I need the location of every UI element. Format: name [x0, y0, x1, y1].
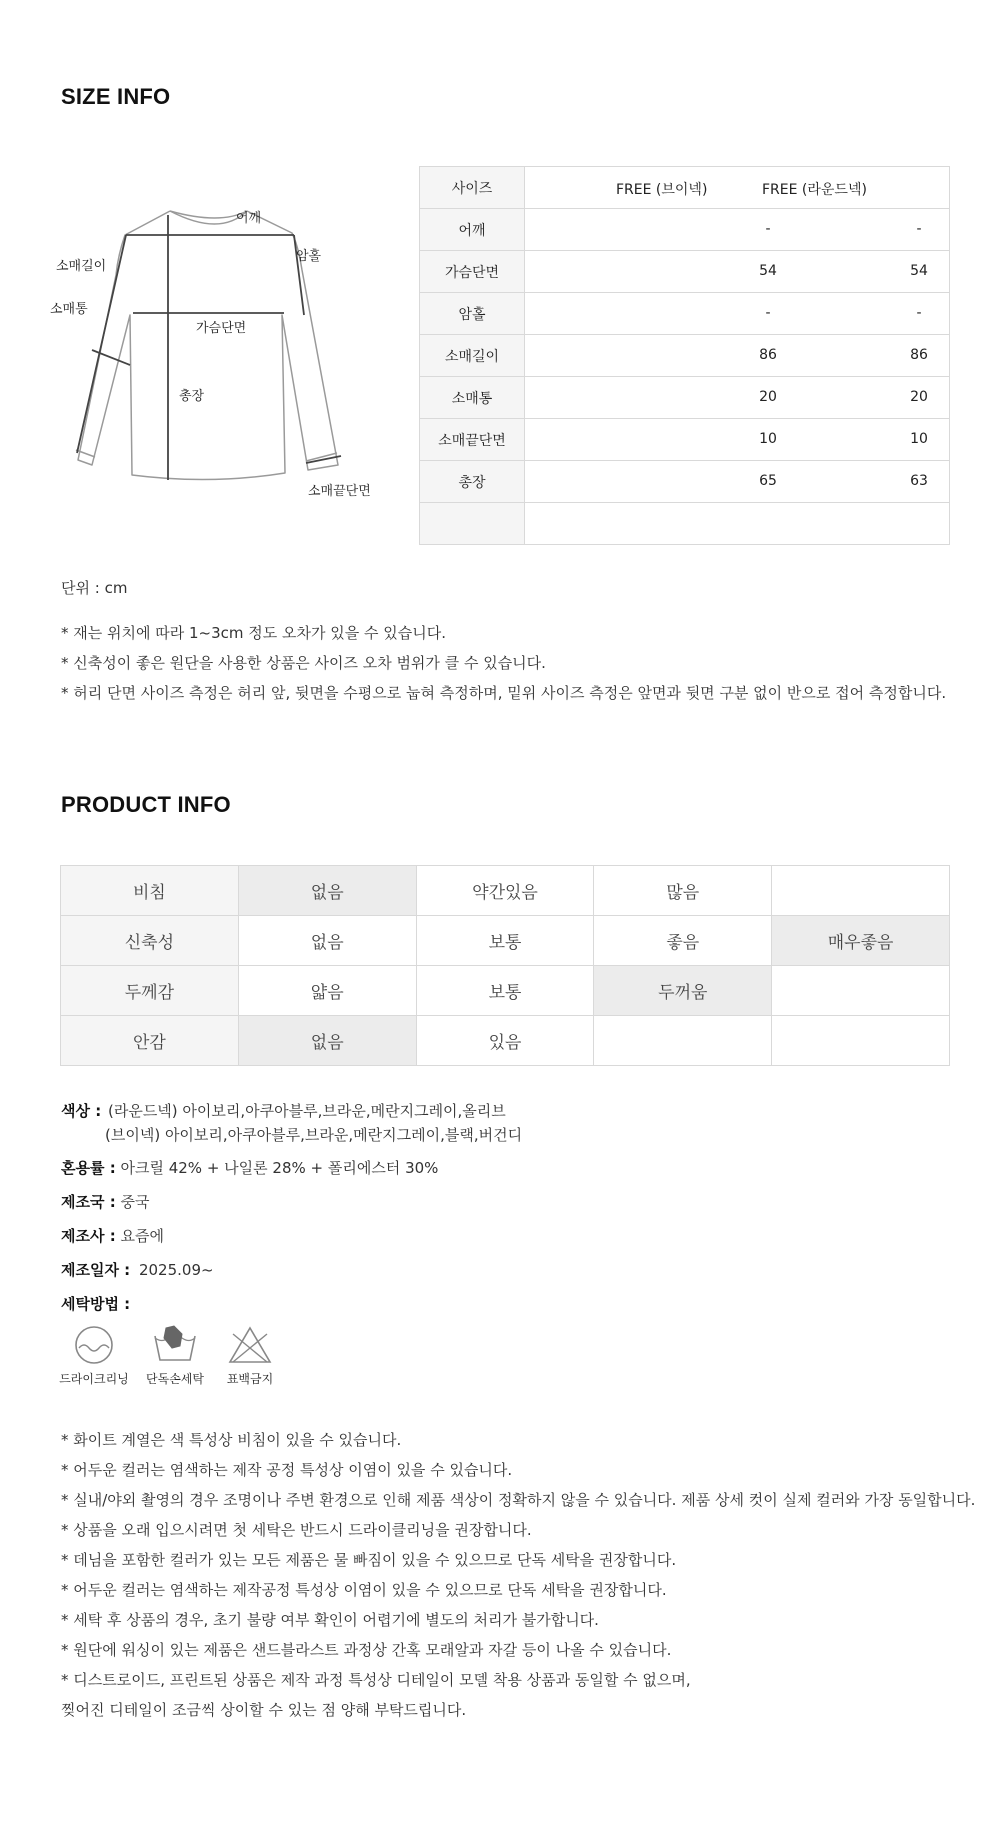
size-table-header-cell: 사이즈 [420, 167, 525, 209]
product-cell [772, 1016, 950, 1066]
diagram-label-shoulder: 어깨 [236, 211, 262, 226]
product-note: * 상품을 오래 입으시려면 첫 세탁은 반드시 드라이클리닝을 권장합니다. [61, 1521, 532, 1539]
dry-clean-icon [72, 1324, 116, 1366]
size-value: 63 [910, 473, 928, 489]
color-value-v: (브이넥) 아이보리,아쿠아블루,브라운,메란지그레이,블랙,버건디 [105, 1126, 523, 1144]
size-value: 10 [759, 431, 777, 447]
product-cell: 많음 [594, 866, 772, 916]
color-label: 색상 : [61, 1102, 102, 1120]
size-value: 54 [759, 263, 777, 279]
size-note: * 허리 단면 사이즈 측정은 허리 앞, 뒷면을 수평으로 눕혀 측정하며, 밑위 사이즈 측정은 앞면과 뒷면 구분 없이 반으로 접어 측정합니다. [61, 684, 947, 702]
size-row-values [525, 251, 950, 293]
maker-info [61, 1225, 164, 1246]
size-note: * 재는 위치에 따라 1~3cm 정도 오차가 있을 수 있습니다. [61, 624, 447, 642]
material-info [61, 1157, 438, 1178]
size-row-label: 소매통 [420, 377, 525, 419]
product-info-title: PRODUCT INFO [61, 792, 231, 817]
size-row-values [525, 419, 950, 461]
product-row-label: 비침 [61, 866, 239, 916]
color-info [61, 1100, 506, 1121]
product-cell [772, 866, 950, 916]
product-cell [772, 966, 950, 1016]
product-note: * 어두운 컬러는 염색하는 제작 공정 특성상 이염이 있을 수 있습니다. [61, 1461, 513, 1479]
size-note: * 신축성이 좋은 원단을 사용한 상품은 사이즈 오차 범위가 클 수 있습니다. [61, 654, 546, 672]
product-note: * 디스트로이드, 프린트된 상품은 제작 과정 특성상 디테일이 모델 착용 상품과 동일할 수 없으며, [61, 1671, 691, 1689]
product-row-label: 안감 [61, 1016, 239, 1066]
size-table [419, 166, 950, 545]
size-row-label [420, 503, 525, 545]
material-value: 아크릴 42% + 나일론 28% + 폴리에스터 30% [120, 1159, 439, 1177]
size-column-v-neck: FREE (브이넥) [616, 182, 708, 198]
size-row-values [525, 209, 950, 251]
product-cell: 좋음 [594, 916, 772, 966]
size-table-row [420, 335, 950, 377]
product-row-sheerness [61, 866, 950, 916]
color-info-line2 [105, 1124, 522, 1145]
wash-info [61, 1293, 130, 1314]
product-row-label: 신축성 [61, 916, 239, 966]
material-label: 혼용률 : [61, 1159, 116, 1177]
care-label: 표백금지 [226, 1372, 274, 1386]
no-bleach-icon [227, 1324, 273, 1366]
sweater-diagram-icon [40, 195, 390, 515]
product-cell: 보통 [416, 916, 594, 966]
product-cell: 보통 [416, 966, 594, 1016]
hand-wash-icon [152, 1324, 198, 1366]
size-unit: 단위 : cm [61, 579, 128, 597]
size-value: 86 [910, 347, 928, 363]
size-row-label: 소매길이 [420, 335, 525, 377]
size-row-label: 어깨 [420, 209, 525, 251]
size-row-label: 가슴단면 [420, 251, 525, 293]
size-value: - [916, 305, 922, 321]
product-row-label: 두께감 [61, 966, 239, 1016]
product-note: * 세탁 후 상품의 경우, 초기 불량 여부 확인이 어렵기에 별도의 처리가 불가합니다. [61, 1611, 599, 1629]
date-info [61, 1259, 214, 1280]
size-row-label: 총장 [420, 461, 525, 503]
size-value: 10 [910, 431, 928, 447]
size-value: 65 [759, 473, 777, 489]
care-item-hand-wash [135, 1324, 215, 1387]
product-note: * 화이트 계열은 색 특성상 비침이 있을 수 있습니다. [61, 1431, 402, 1449]
size-row-label: 암홀 [420, 293, 525, 335]
maker-label: 제조사 : [61, 1227, 116, 1245]
product-note: * 실내/야외 촬영의 경우 조명이나 주변 환경으로 인해 제품 색상이 정확하지 않을 수 있습니다. 제품 상세 컷이 실제 컬러와 가장 동일합니다. [61, 1491, 976, 1509]
product-row-thickness [61, 966, 950, 1016]
size-row-values [525, 377, 950, 419]
country-label: 제조국 : [61, 1193, 116, 1211]
diagram-label-cuff: 소매끝단면 [308, 484, 371, 499]
size-row-label: 소매끝단면 [420, 419, 525, 461]
maker-value: 요즘에 [120, 1227, 164, 1245]
product-cell-selected: 없음 [238, 1016, 416, 1066]
country-info [61, 1191, 149, 1212]
size-table-header-cell [525, 167, 950, 209]
product-cell: 있음 [416, 1016, 594, 1066]
diagram-label-armhole: 암홀 [296, 249, 322, 264]
product-cell-selected: 없음 [238, 866, 416, 916]
size-value: 20 [759, 389, 777, 405]
size-row-values [525, 461, 950, 503]
care-label: 단독손세탁 [146, 1372, 204, 1386]
size-row-values [525, 293, 950, 335]
size-table-row [420, 293, 950, 335]
color-value-round: (라운드넥) 아이보리,아쿠아블루,브라운,메란지그레이,올리브 [107, 1102, 506, 1120]
size-info-title: SIZE INFO [61, 84, 171, 109]
size-table-row [420, 503, 950, 545]
diagram-label-chest: 가슴단면 [196, 321, 247, 336]
size-table-row [420, 251, 950, 293]
product-cell: 약간있음 [416, 866, 594, 916]
diagram-label-length: 총장 [179, 389, 205, 404]
size-diagram [40, 195, 390, 515]
size-value: 86 [759, 347, 777, 363]
size-table-row [420, 461, 950, 503]
size-value: 20 [910, 389, 928, 405]
date-value: 2025.09~ [138, 1261, 214, 1279]
product-note: 찢어진 디테일이 조금씩 상이할 수 있는 점 양해 부탁드립니다. [61, 1701, 467, 1719]
date-label: 제조일자 : [61, 1261, 131, 1279]
size-table-row [420, 377, 950, 419]
product-row-stretch [61, 916, 950, 966]
care-item-no-bleach [210, 1324, 290, 1387]
size-column-round-neck: FREE (라운드넥) [762, 182, 867, 198]
care-item-dry-clean [54, 1324, 134, 1387]
size-value: 54 [910, 263, 928, 279]
product-row-lining [61, 1016, 950, 1066]
diagram-label-sleeve-length: 소매길이 [56, 259, 107, 274]
care-label: 드라이크리닝 [59, 1372, 129, 1386]
wash-label: 세탁방법 : [61, 1295, 131, 1313]
size-value: - [916, 221, 922, 237]
size-row-values [525, 335, 950, 377]
size-table-row [420, 419, 950, 461]
product-cell-selected: 두꺼움 [594, 966, 772, 1016]
size-row-values [525, 503, 950, 545]
product-cell [594, 1016, 772, 1066]
product-note: * 원단에 워싱이 있는 제품은 샌드블라스트 과정상 간혹 모래알과 자갈 등이 나올 수 있습니다. [61, 1641, 672, 1659]
diagram-label-sleeve-width: 소매통 [50, 302, 88, 317]
product-attribute-table [60, 865, 950, 1066]
size-value: - [765, 305, 771, 321]
size-table-header-row [420, 167, 950, 209]
product-cell-selected: 매우좋음 [772, 916, 950, 966]
country-value: 중국 [120, 1193, 150, 1211]
size-value: - [765, 221, 771, 237]
product-note: * 데님을 포함한 컬러가 있는 모든 제품은 물 빠짐이 있을 수 있으므로 단독 세탁을 권장합니다. [61, 1551, 677, 1569]
size-table-row [420, 209, 950, 251]
product-cell: 얇음 [238, 966, 416, 1016]
product-cell: 없음 [238, 916, 416, 966]
product-note: * 어두운 컬러는 염색하는 제작공정 특성상 이염이 있을 수 있으므로 단독 세탁을 권장합니다. [61, 1581, 667, 1599]
